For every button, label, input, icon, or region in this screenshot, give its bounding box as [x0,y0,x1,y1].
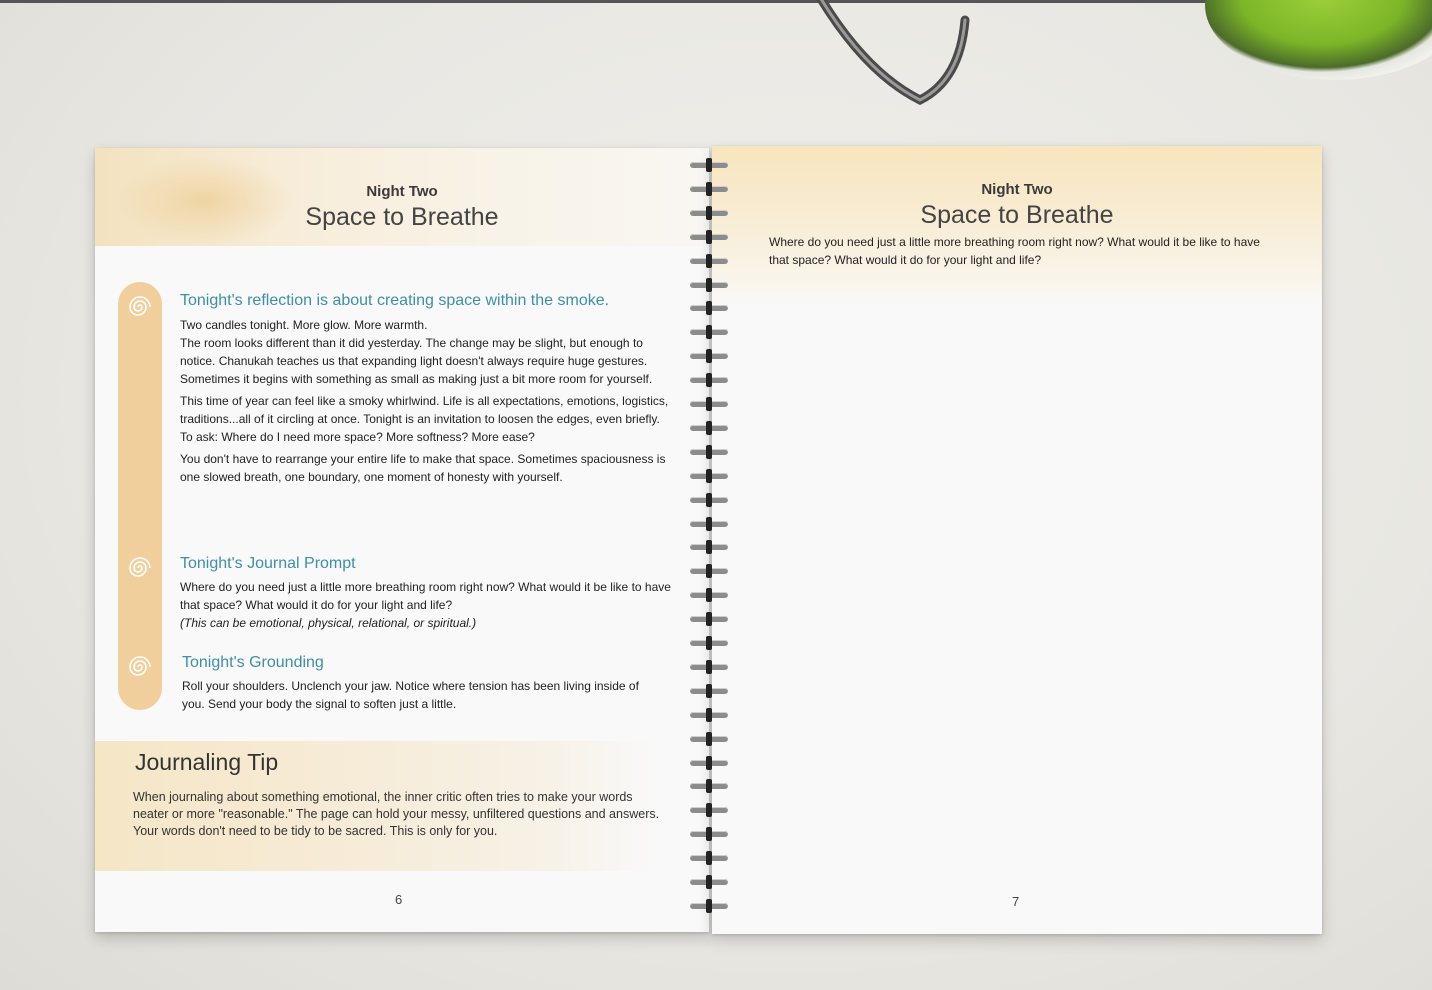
spiral-coil [688,614,730,624]
spiral-coil [688,566,730,576]
right-page [712,146,1322,934]
night-label: Night Two [981,181,1053,198]
grounding-heading: Tonight's Grounding [182,654,324,671]
spiral-coil [688,399,730,409]
spiral-coil [688,280,730,290]
grounding-text: Roll your shoulders. Unclench your jaw. Notice where tension has been living inside of you. Send your body the signal to soften just a little. [182,679,639,711]
spiral-coil [688,423,730,433]
reflection-paragraph: You don't have to rearrange your entire life to make that space. Sometimes spaciousness is one slowed breath, one boundary, one moment of honesty with yourself. [180,452,666,484]
spiral-coil [688,901,730,911]
spiral-coil [688,877,730,887]
reflection-paragraph: Two candles tonight. More glow. More warmth. [180,318,428,332]
spiral-coil [688,805,730,815]
spiral-coil [688,447,730,457]
watercolor-blot [115,156,295,246]
spiral-coil [688,327,730,337]
reflection-paragraph: The room looks different than it did yesterday. The change may be slight, but enough to notice. Chanukah teaches us that expanding light doesn't always require huge gestures. Sometimes it begins with something as small as making just a bit more room for yourself. [180,336,653,386]
spiral-coil [688,853,730,863]
spiral-coil [688,256,730,266]
tip-title: Journaling Tip [135,749,279,775]
page-title: Space to Breathe [920,201,1114,229]
spiral-coil [688,710,730,720]
spiral-coil [688,829,730,839]
swirl-icon [127,294,153,320]
spiral-coil [688,542,730,552]
spiral-coil [688,638,730,648]
prompt-note: (This can be emotional, physical, relational, or spiritual.) [180,616,477,630]
page-number: 6 [395,892,403,907]
spiral-coil [688,662,730,672]
decorative-pill [118,282,162,710]
left-page [95,148,709,932]
prompt-text: Where do you need just a little more breathing room right now? What would it be like to have that space? What would it do for your light and life? [769,235,1260,267]
spiral-coil [688,303,730,313]
spiral-coil [688,208,730,218]
spiral-coil [688,375,730,385]
spiral-coil [688,351,730,361]
eyeglasses-decoration [790,0,970,110]
swirl-icon [127,654,153,680]
spiral-coil [688,471,730,481]
spiral-coil [688,160,730,170]
spiral-coil [688,495,730,505]
prompt-body [180,578,680,636]
reflection-body [180,316,672,490]
prompt-text: Where do you need just a little more breathing room right now? What would it be like to have that space? What would it do for your light and life? [180,580,671,612]
page-title: Space to Breathe [305,203,499,231]
spiral-coil [688,590,730,600]
prompt-heading: Tonight's Journal Prompt [180,555,356,572]
swirl-icon [127,555,153,581]
reflection-heading: Tonight's reflection is about creating space within the smoke. [180,292,610,309]
journaling-tip-box [95,741,660,871]
spiral-coil [688,734,730,744]
night-label: Night Two [366,183,438,200]
spiral-binding [688,160,732,920]
spiral-coil [688,232,730,242]
spiral-coil [688,781,730,791]
spiral-coil [688,184,730,194]
reflection-paragraph: This time of year can feel like a smoky whirlwind. Life is all expectations, emotions, logistics, traditions...all of it circling at once. Tonight is an invitation to loosen the edges, even briefly. To ask: Where do I need more space? More softness? More ease? [180,394,669,444]
spiral-coil [688,758,730,768]
tip-text: When journaling about something emotional, the inner critic often tries to make your words neater or more "reasonable." The page can hold your messy, unfiltered questions and answers. Your words don't need to be tidy to be sacred. This is only for you. [133,790,660,838]
spiral-coil [688,686,730,696]
left-header [95,148,709,246]
page-number: 7 [1012,894,1020,909]
spiral-coil [688,519,730,529]
